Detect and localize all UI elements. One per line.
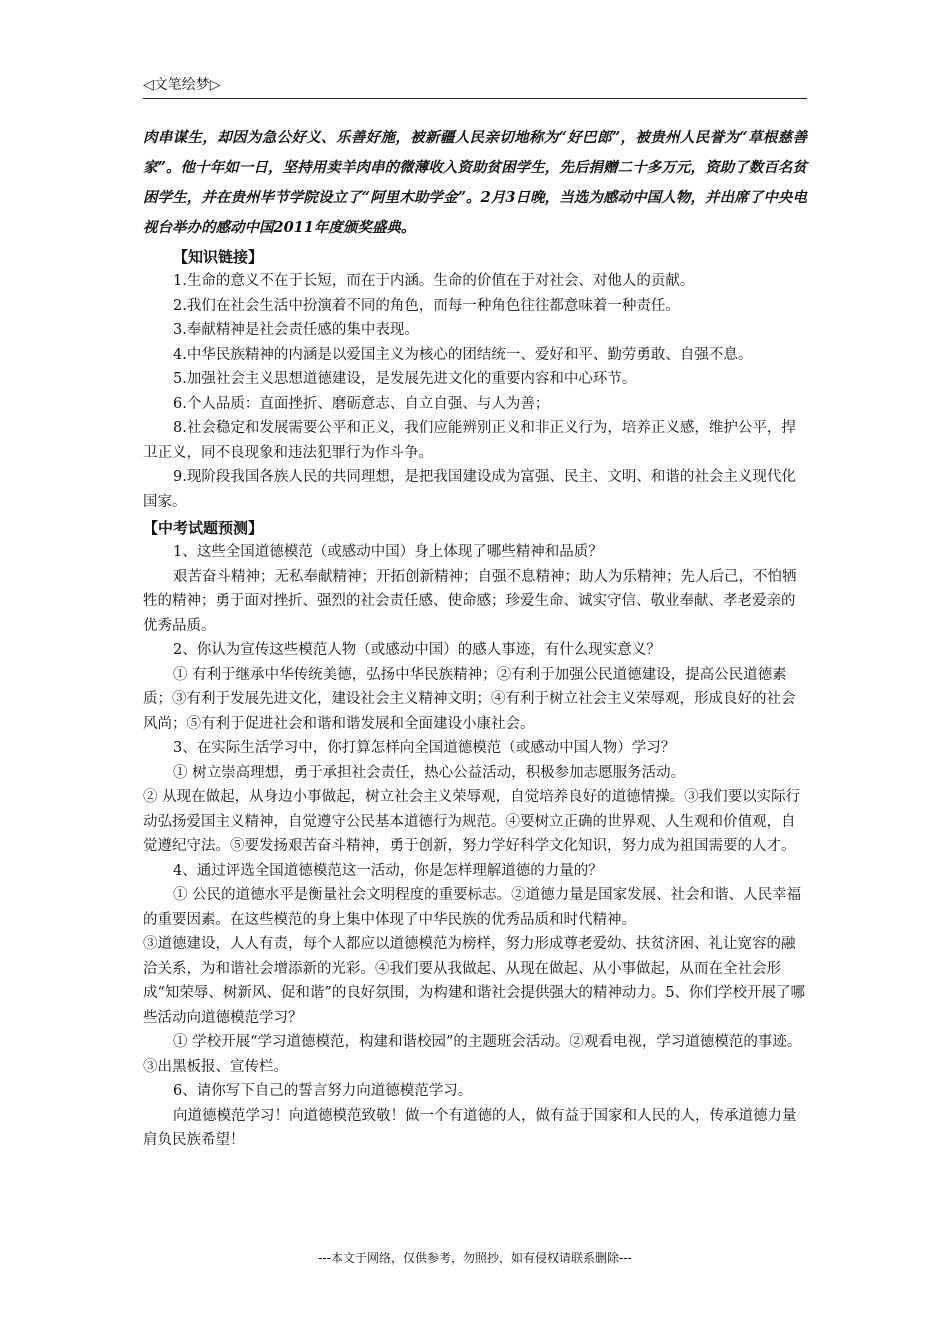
answer-5: ① 学校开展“学习道德模范，构建和谐校园”的主题班会活动。②观看电视，学习道德模范的事迹。③出黑板报、宣传栏。 xyxy=(143,1034,802,1075)
question-4: 4、通过评选全国道德模范这一活动，你是怎样理解道德的力量的？ xyxy=(173,862,603,879)
question-1: 1、这些全国道德模范（或感动中国）身上体现了哪些精神和品质？ xyxy=(173,544,603,560)
answer-1: 艰苦奋斗精神；无私奉献精神；开拓创新精神；自强不息精神；助人为乐精神；先人后己，不怕牺牲的精神；勇于面对挫折、强烈的社会责任感、使命感；珍爱生命、诚实守信、敬业奉献、孝老爱亲的优秀品质。 xyxy=(143,568,797,634)
exam-section-title: 【中考试题预测】 xyxy=(143,519,264,537)
answer-4-part-2: ③道德建设，人人有责，每个人都应以道德模范为榜样，努力形成尊老爱幼、扶贫济困、礼让宽容的融洽关系，为和谐社会增添新的光彩。④我们要从我做起、从现在做起、从小事做起，从而在全社会形成“知荣辱、树新风、促和谐”的良好氛围，为构建和谐社会提供强大的精神动力。5、你们学校开展了哪些活动向道德模范学习？ xyxy=(143,936,806,1026)
knowledge-item: 4.中华民族精神的内涵是以爱国主义为核心的团结统一、爱好和平、勤劳勇敢、自强不息。 xyxy=(173,346,753,363)
knowledge-item: 2.我们在社会生活中扮演着不同的角色，而每一种角色往往都意味着一种责任。 xyxy=(173,297,680,314)
knowledge-item: 5.加强社会主义思想道德建设，是发展先进文化的重要内容和中心环节。 xyxy=(173,371,637,387)
knowledge-section-title: 【知识链接】 xyxy=(173,248,264,266)
knowledge-item: 6.个人品质：直面挫折、磨砺意志、自立自强、与人为善； xyxy=(173,395,550,412)
knowledge-item: 8.社会稳定和发展需要公平和正义，我们应能辨别正义和非正义行为，培养正义感，维护公平，捍卫正义，同不良现象和违法犯罪行为作斗争。 xyxy=(143,420,796,461)
answer-3-part-1: ① 树立崇高理想，勇于承担社会责任，热心公益活动，积极参加志愿服务活动。 xyxy=(173,764,686,781)
answer-4-part-1: ① 公民的道德水平是衡量社会文明程度的重要标志。②道德力量是国家发展、社会和谐、人民幸福的重要因素。在这些模范的身上集中体现了中华民族的优秀品质和时代精神。 xyxy=(143,887,802,928)
knowledge-item: 9.现阶段我国各族人民的共同理想，是把我国建设成为富强、民主、文明、和谐的社会主义现代化国家。 xyxy=(143,469,796,510)
question-3: 3、在实际生活学习中，你打算怎样向全国道德模范（或感动中国人物）学习？ xyxy=(173,740,676,756)
knowledge-item: 1.生命的意义不在于长短，而在于内涵。生命的价值在于对社会、对他人的贡献。 xyxy=(173,273,695,289)
page-footer: ---本文于网络，仅供参考，勿照抄，如有侵权请联系删除--- xyxy=(318,1251,632,1265)
answer-3-part-2: ② 从现在做起，从身边小事做起，树立社会主义荣辱观，自觉培养良好的道德情操。③我们要以实际行动弘扬爱国主义精神，自觉遵守公民基本道德行为规范。④要树立正确的世界观、人生观和价值观，自觉遵纪守法。⑤要发扬艰苦奋斗精神，勇于创新，努力学好科学文化知识，努力成为祖国需要的人才。 xyxy=(143,789,801,854)
intro-paragraph: 肉串谋生，却因为急公好义、乐善好施，被新疆人民亲切地称为“好巴郎”，被贵州人民誉为“草根慈善家”。他十年如一日，坚持用卖羊肉串的微薄收入资助贫困学生，先后捐赠二十多万元，资助了数百名贫困学生，并在贵州毕节学院设立了“阿里木助学金”。2月3日晚，当选为感动中国人物，并出席了中央电视台举办的感动中国2011年度颁奖盛典。 xyxy=(143,129,807,236)
question-2: 2、你认为宣传这些模范人物（或感动中国）的感人事迹，有什么现实意义？ xyxy=(173,642,661,658)
page-header xyxy=(143,74,807,99)
question-6: 6、请你写下自己的誓言努力向道德模范学习。 xyxy=(173,1083,473,1099)
header-title: ◁文笔绘梦▷ xyxy=(143,77,221,93)
knowledge-item: 3.奉献精神是社会责任感的集中表现。 xyxy=(173,322,419,338)
answer-6: 向道德模范学习！向道德模范致敬！做一个有道德的人，做有益于国家和人民的人，传承道德力量肩负民族希望！ xyxy=(143,1107,797,1148)
answer-2: ① 有利于继承中华传统美德，弘扬中华民族精神；②有利于加强公民道德建设，提高公民道德素质；③有利于发展先进文化，建设社会主义精神文明；④有利于树立社会主义荣辱观，形成良好的社会风尚；⑤有利于促进社会和谐和谐发展和全面建设小康社会。 xyxy=(143,666,796,732)
document-body xyxy=(143,123,807,1153)
